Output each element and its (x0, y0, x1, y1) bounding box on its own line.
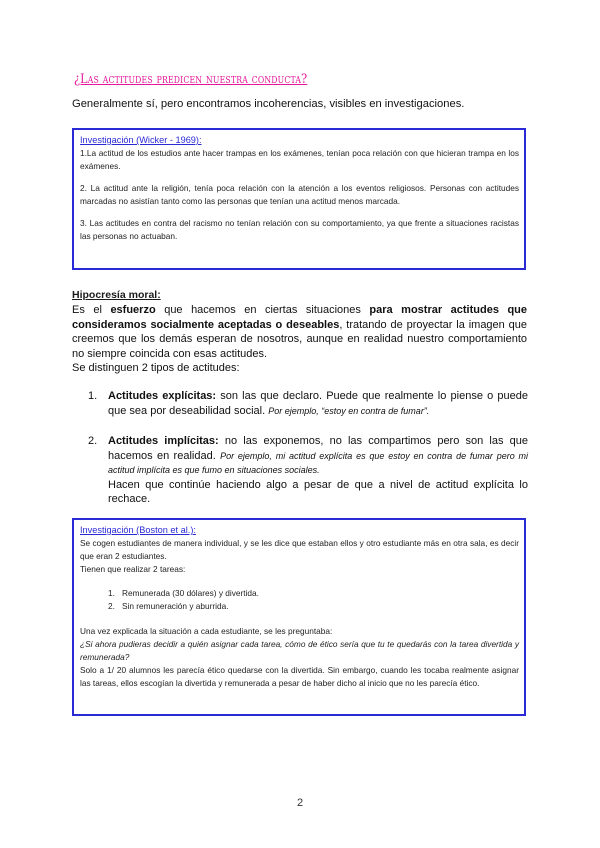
research-item: 1.La actitud de los estudios ante hacer trampas en los exámenes, tenían poca relación con que hicieran trampa en los exámenes. (80, 148, 519, 171)
moral-definition: Es el esfuerzo que hacemos en ciertas situaciones para mostrar actitudes que consideramos socialmente aceptadas o deseables, tratando de proyectar la imagen que creemos que los demás esperan de nosotros, aunque en realidad nuestro comportamiento no siempre coincida con esas actitudes. (72, 304, 528, 360)
research-box-wicker (72, 128, 526, 270)
moral-hypocrisy-body (72, 303, 527, 376)
list-item: 1. Actitudes explícitas: son las que declaro. Puede que realmente lo piense o puede que sea por deseabilidad social. Por ejemplo, “estoy en contra de fumar”. (88, 390, 528, 417)
research-box-boston (72, 518, 526, 716)
research-item: 3. Las actitudes en contra del racismo no tenían relación con su comportamiento, ya que frente a situaciones racistas las personas no actuaban. (80, 218, 519, 241)
section-title: ¿Las actitudes predicen nuestra conducta? (74, 72, 308, 87)
research-explain: Una vez explicada la situación a cada estudiante, se les preguntaba: (80, 626, 333, 636)
attitude-example: Por ejemplo, mi actitud explícita es que estoy en contra de fumar pero mi actitud implícita es que fumo en situaciones sociales. (108, 450, 528, 475)
research-tasks-intro: Tienen que realizar 2 tareas: (80, 564, 186, 574)
list-item: 2. Actitudes implícitas: no las exponemos, no las compartimos pero son las que hacemos en realidad. Por ejemplo, mi actitud explícita es que estoy en contra de fumar pero mi actitud implícita es que fumo en situaciones sociales. Hacen que continúe haciendo algo a pesar de que a nivel de actitud explícita lo rechace. (88, 435, 528, 505)
tasks-list (80, 587, 519, 613)
research-box-heading: Investigación (Boston et al.): (80, 525, 196, 535)
attitude-term: Actitudes explícitas: (108, 390, 217, 402)
page-number: 2 (296, 797, 304, 809)
research-result: Solo a 1/ 20 alumnos les parecía ético quedarse con la divertida. Sin embargo, cuando les tocaba realmente asignar las tareas, ellos escogían la divertida y remunerada a pesar de haber dicho al inicio que no les parecía ético. (80, 665, 519, 688)
moral-types-intro: Se distinguen 2 tipos de actitudes: (72, 362, 240, 375)
section-subtitle: Generalmente sí, pero encontramos incoherencias, visibles en investigaciones. (72, 98, 465, 110)
research-item: 2. La actitud ante la religión, tenía poca relación con la atención a los eventos religiosos. Personas con actitudes marcadas no asistían tanto como las personas que tenían una actitud menos marcada. (80, 183, 519, 206)
list-item: 2. Sin remuneración y aburrida. (108, 601, 229, 611)
attitude-extra: Hacen que continúe haciendo algo a pesar de que a nivel de actitud explícita lo rechace. (108, 478, 528, 505)
list-item: 1. Remunerada (30 dólares) y divertida. (108, 588, 259, 598)
moral-hypocrisy-heading: Hipocresía moral: (72, 289, 161, 301)
research-intro: Se cogen estudiantes de manera individual, y se les dice que estaban ellos y otro estudiante más en otra sala, es decir que eran 2 estudiantes. (80, 538, 519, 561)
attitude-types-list (72, 389, 528, 507)
attitude-example: Por ejemplo, “estoy en contra de fumar”. (268, 405, 430, 416)
research-question: ¿Si ahora pudieras decidir a quién asignar cada tarea, cómo de ético sería que tu te quedarás con la tarea divertida y remunerada? (80, 639, 519, 662)
research-box-heading: Investigación (Wicker - 1969): (80, 135, 202, 145)
attitude-term: Actitudes implícitas: (108, 435, 219, 447)
